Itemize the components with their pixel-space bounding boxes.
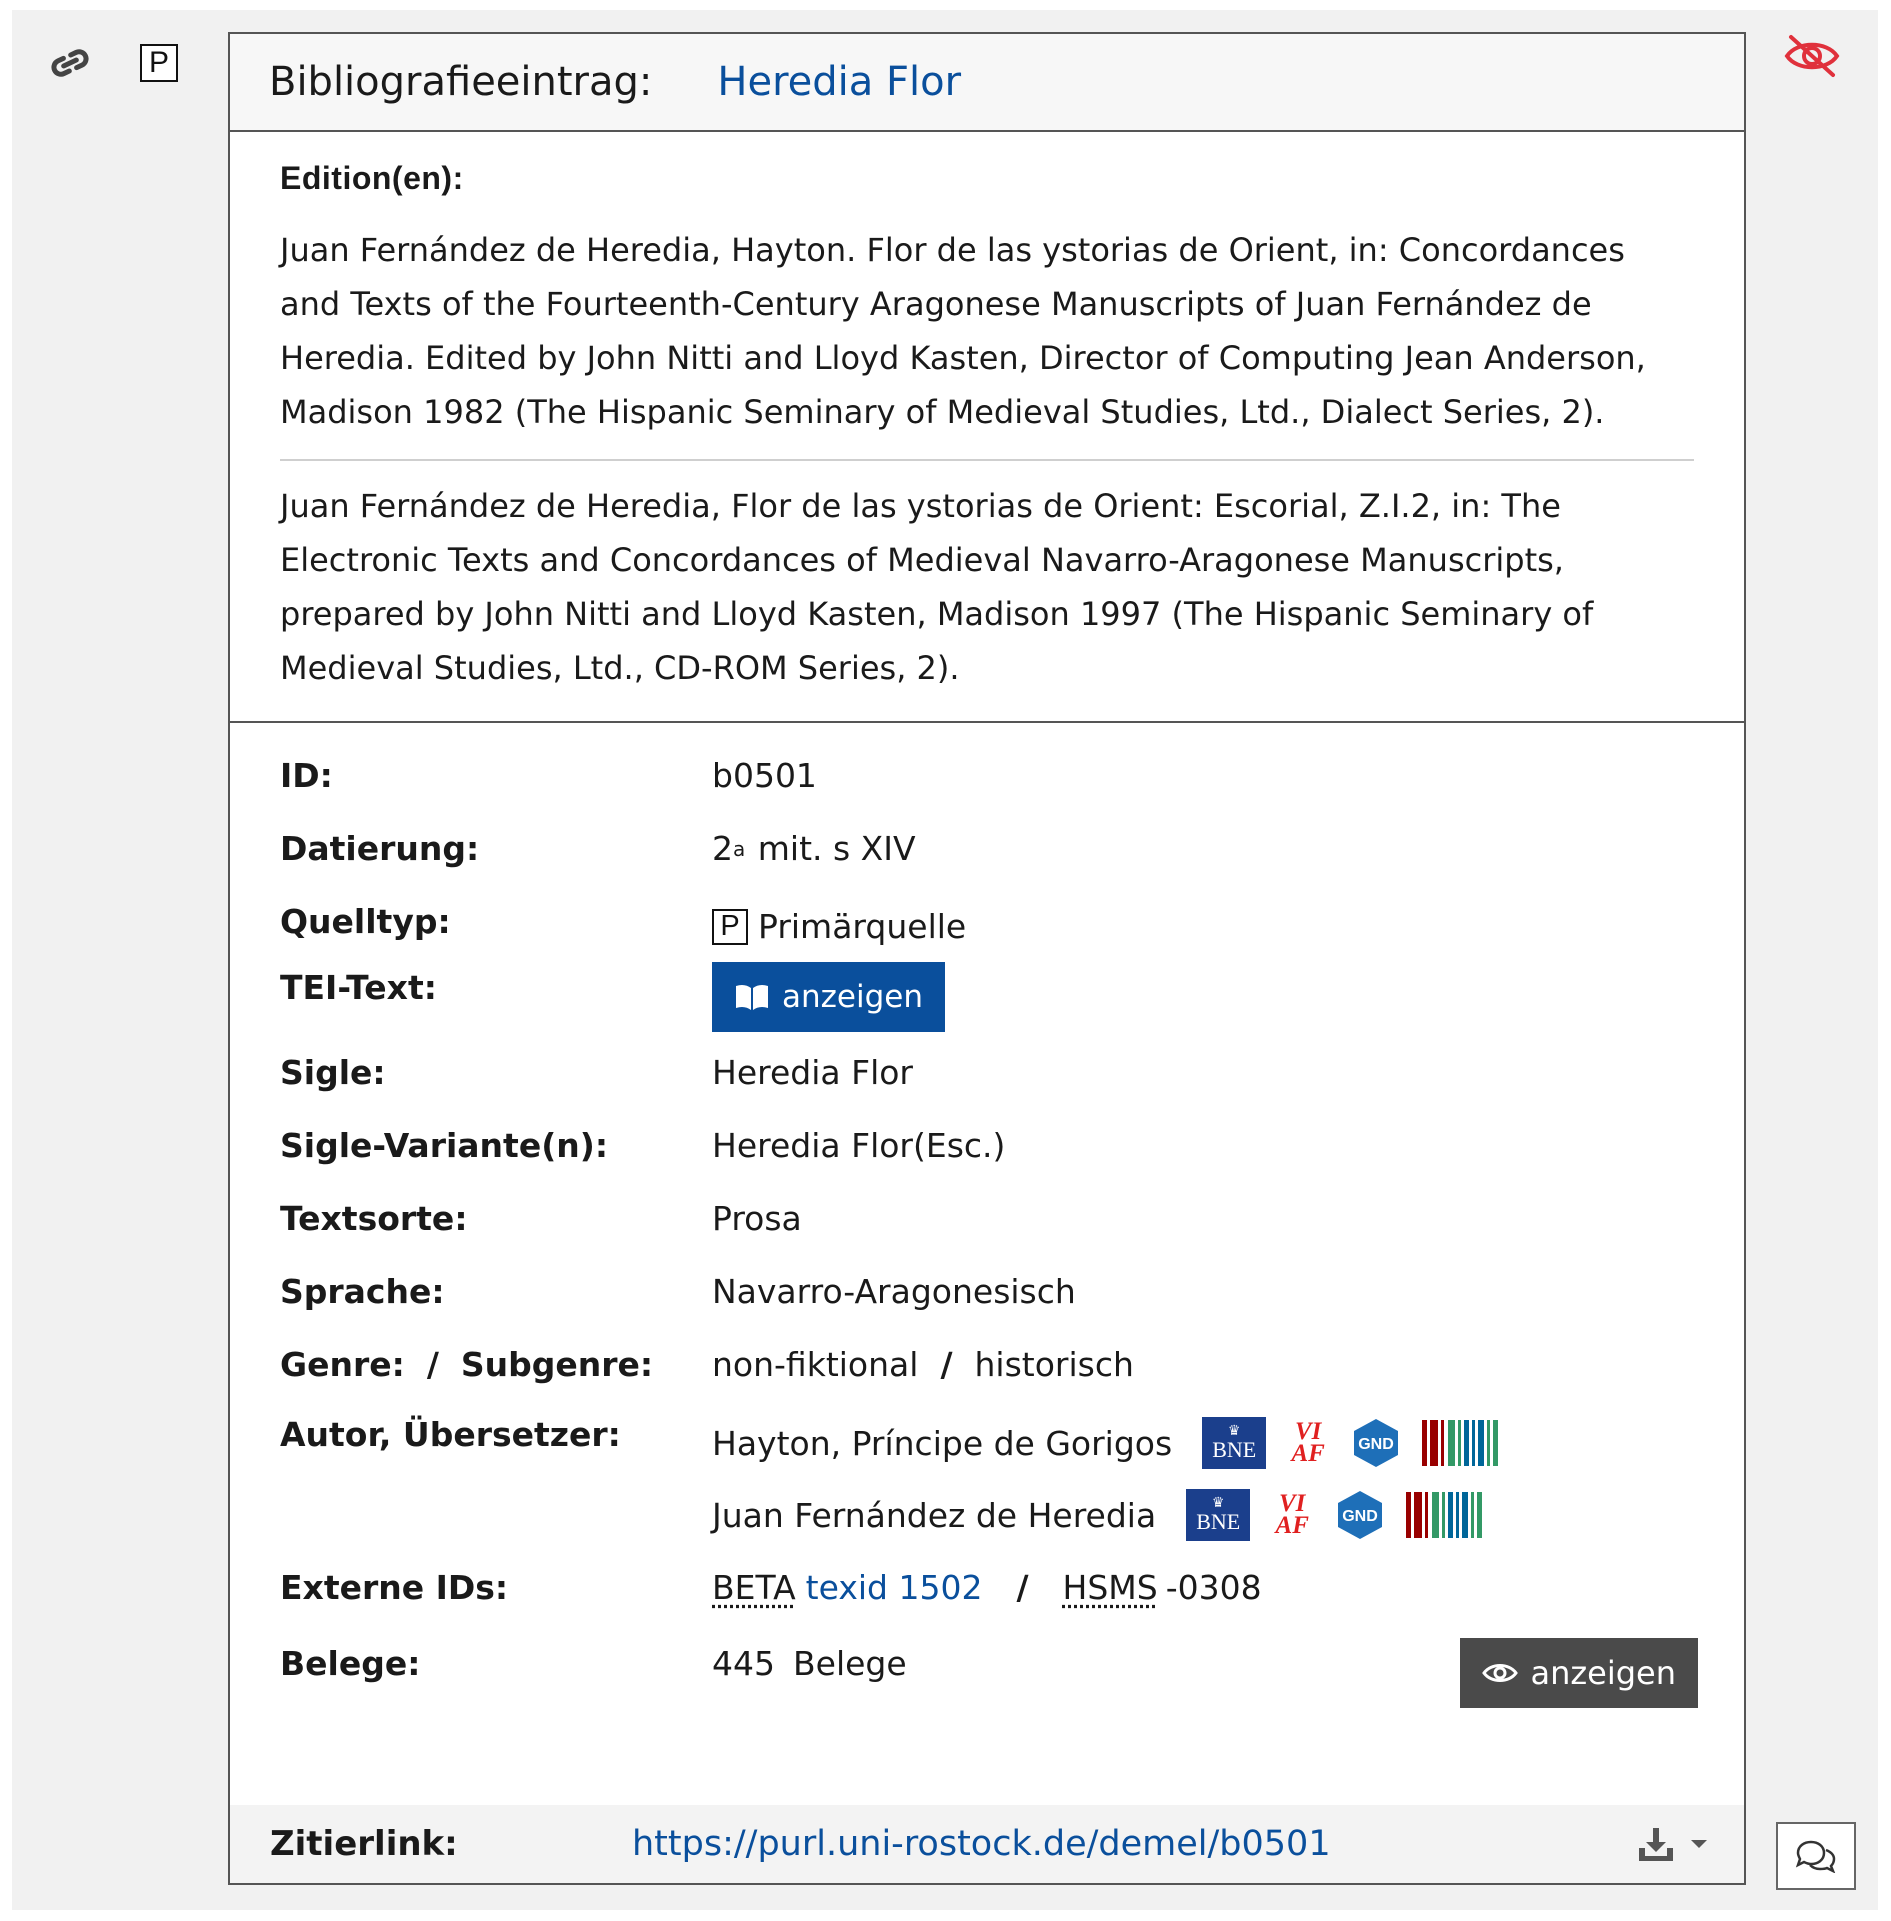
row-sigle: [230, 1036, 1744, 1109]
divider: [280, 459, 1694, 461]
quelltyp-value: P Primärquelle: [712, 907, 966, 946]
textsorte-value: Prosa: [712, 1199, 802, 1238]
hsms-abbr: HSMS: [1062, 1568, 1158, 1607]
tei-label: TEI-Text:: [280, 968, 437, 1007]
author-item: [712, 1479, 1504, 1551]
row-sigle-variante: [230, 1109, 1744, 1182]
bne-icon[interactable]: ♛ BNE: [1202, 1417, 1266, 1469]
quelltyp-label: Quelltyp:: [280, 902, 451, 941]
id-label: ID:: [280, 756, 333, 795]
row-id: [230, 739, 1744, 812]
viaf-icon[interactable]: VI AF: [1291, 1417, 1325, 1467]
row-genre: [230, 1328, 1744, 1401]
beta-texid-link[interactable]: texid 1502: [805, 1568, 983, 1607]
datierung-label: Datierung:: [280, 829, 480, 868]
autor-label: Autor, Übersetzer:: [280, 1415, 621, 1454]
edition-item: Juan Fernández de Heredia, Flor de las ystorias de Orient: Escorial, Z.I.2, in: The Electronic Texts and Concordances of Medieval Navarro-Aragonese Manuscripts, prepared by John Nitti and Lloyd Kasten, Madison 1997 (The Hispanic Seminary of Medieval Studies, Ltd., CD-ROM Series, 2).: [280, 487, 1594, 687]
author-name: Hayton, Príncipe de Gorigos: [712, 1423, 1173, 1463]
author-list: [712, 1407, 1520, 1551]
gnd-icon[interactable]: [1350, 1417, 1402, 1469]
eye-icon: [1482, 1660, 1518, 1686]
primary-source-icon: P: [712, 909, 748, 945]
caret-down-icon: [1690, 1838, 1708, 1850]
beta-abbr: BETA: [712, 1568, 796, 1607]
comments-button[interactable]: [1776, 1822, 1856, 1890]
editions-heading: Edition(en):: [280, 160, 464, 196]
citation-link[interactable]: https://purl.uni-rostock.de/demel/b0501: [632, 1824, 1331, 1864]
row-belege: [230, 1624, 1744, 1702]
externe-value: BETA texid 1502 / HSMS -0308: [712, 1568, 1262, 1607]
row-quelltyp: [230, 885, 1744, 958]
primary-source-icon: P: [134, 38, 184, 88]
card-header: [230, 34, 1744, 132]
svg-text:GND: GND: [1342, 1508, 1378, 1525]
hsms-value: -0308: [1165, 1568, 1262, 1607]
sigle-value: Heredia Flor: [712, 1053, 913, 1092]
download-icon: [1636, 1826, 1676, 1862]
sigle-variante-label: Sigle-Variante(n):: [280, 1126, 609, 1165]
entry-label: Bibliografieeintrag:: [269, 59, 653, 105]
textsorte-label: Textsorte:: [280, 1199, 468, 1238]
belege-value: 445 Belege: [712, 1643, 907, 1683]
citation-footer: [230, 1805, 1744, 1883]
sigle-label: Sigle:: [280, 1053, 386, 1092]
author-name: Juan Fernández de Heredia: [712, 1495, 1157, 1535]
belege-show-button[interactable]: anzeigen: [1460, 1638, 1698, 1708]
externe-label: Externe IDs:: [280, 1568, 509, 1607]
citation-label: Zitierlink:: [270, 1824, 458, 1864]
edition-item: Juan Fernández de Heredia, Hayton. Flor de las ystorias de Orient, in: Concordances and Texts of the Fourteenth-Century Aragonese Manuscripts of Juan Fernández de Heredia. Edited by John Nitti and Lloyd Kasten, Director of Computing Jean Anderson, Madison 1982 (The Hispanic Seminary of Medieval Studies, Ltd., Dialect Series, 2).: [280, 231, 1646, 431]
entry-title: Heredia Flor: [717, 59, 962, 105]
bne-icon[interactable]: ♛ BNE: [1186, 1489, 1250, 1541]
genre-label: Genre: / Subgenre:: [280, 1345, 654, 1384]
row-textsorte: [230, 1182, 1744, 1255]
sprache-label: Sprache:: [280, 1272, 445, 1311]
row-tei: [230, 958, 1744, 1036]
svg-text:GND: GND: [1358, 1436, 1394, 1453]
genre-value: non-fiktional / historisch: [712, 1345, 1134, 1384]
wikidata-icon[interactable]: [1406, 1492, 1484, 1538]
row-externe: [230, 1551, 1744, 1624]
id-value: b0501: [712, 756, 817, 795]
sigle-variante-value: Heredia Flor(Esc.): [712, 1126, 1006, 1165]
row-datierung: [230, 812, 1744, 885]
row-autor: [230, 1401, 1744, 1551]
chat-icon: [1794, 1839, 1838, 1873]
wikidata-icon[interactable]: [1422, 1420, 1500, 1466]
author-item: [712, 1407, 1520, 1479]
datierung-value: 2 a mit. s XIV: [712, 829, 916, 868]
gnd-icon[interactable]: [1334, 1489, 1386, 1541]
download-dropdown[interactable]: [1636, 1826, 1708, 1862]
viaf-icon[interactable]: VI AF: [1275, 1489, 1309, 1539]
link-icon[interactable]: [40, 40, 100, 86]
sprache-value: Navarro-Aragonesisch: [712, 1272, 1076, 1311]
book-icon: [734, 983, 770, 1011]
row-sprache: [230, 1255, 1744, 1328]
editions-section: [230, 132, 1744, 723]
bibliography-card: [228, 32, 1746, 1885]
properties-list: [230, 723, 1744, 1702]
belege-label: Belege:: [280, 1643, 421, 1683]
tei-show-button[interactable]: anzeigen: [712, 962, 945, 1032]
eye-slash-icon[interactable]: [1780, 28, 1844, 84]
